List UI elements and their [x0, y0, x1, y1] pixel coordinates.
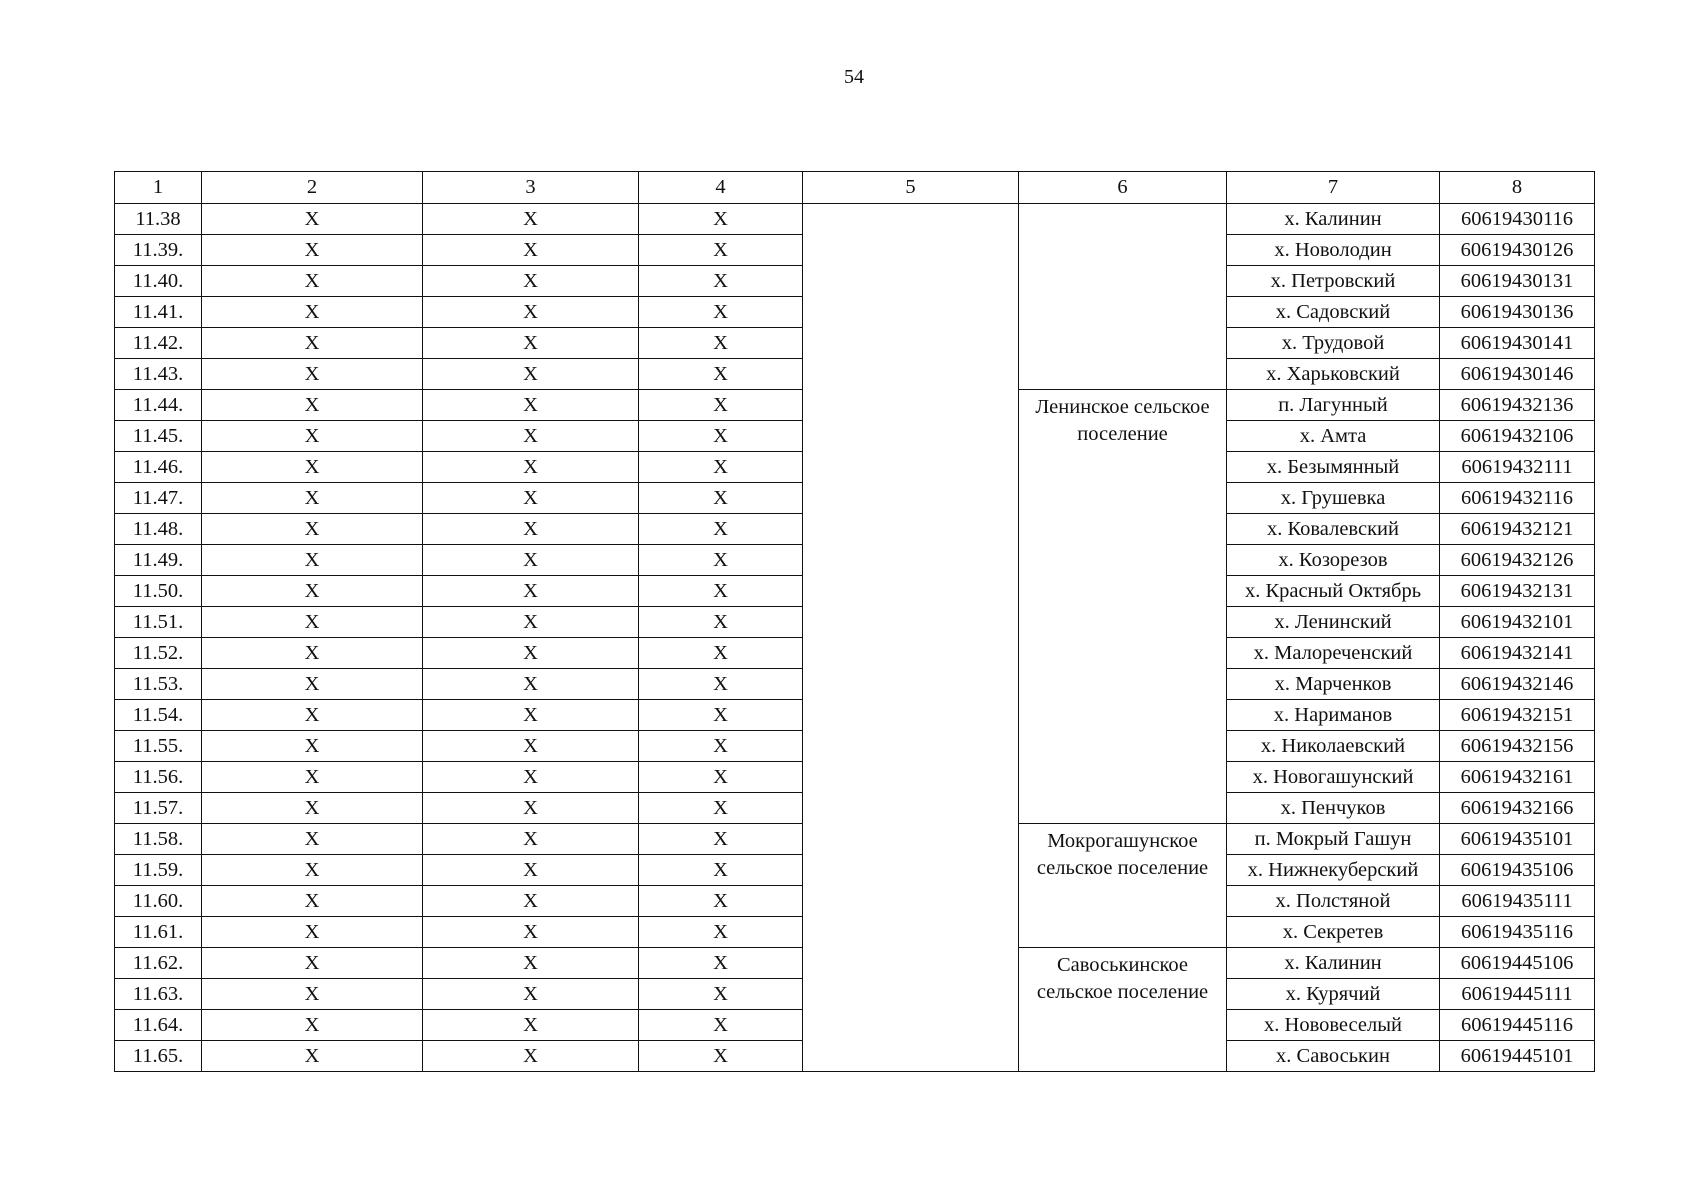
oktmo-code-cell: 60619430136 [1440, 297, 1595, 328]
cell-col-4: X [639, 328, 803, 359]
oktmo-code-cell: 60619445101 [1440, 1041, 1595, 1072]
cell-col-2: X [202, 917, 423, 948]
cell-col-3: X [423, 700, 639, 731]
column-header: 4 [639, 172, 803, 204]
cell-col-4: X [639, 824, 803, 855]
locality-cell: х. Грушевка [1227, 483, 1440, 514]
locality-cell: х. Полстяной [1227, 886, 1440, 917]
row-number-cell: 11.49. [115, 545, 202, 576]
row-number-cell: 11.47. [115, 483, 202, 514]
cell-col-3: X [423, 235, 639, 266]
oktmo-code-cell: 60619430146 [1440, 359, 1595, 390]
row-number-cell: 11.64. [115, 1010, 202, 1041]
row-number-cell: 11.61. [115, 917, 202, 948]
locality-cell: х. Секретев [1227, 917, 1440, 948]
cell-col-3: X [423, 948, 639, 979]
row-number-cell: 11.63. [115, 979, 202, 1010]
row-number-cell: 11.39. [115, 235, 202, 266]
cell-col-3: X [423, 514, 639, 545]
cell-col-3: X [423, 390, 639, 421]
cell-col-2: X [202, 607, 423, 638]
cell-col-3: X [423, 1041, 639, 1072]
row-number-cell: 11.38 [115, 204, 202, 235]
locality-cell: х. Малореченский [1227, 638, 1440, 669]
locality-cell: х. Новолодин [1227, 235, 1440, 266]
cell-col-2: X [202, 328, 423, 359]
cell-col-4: X [639, 204, 803, 235]
oktmo-code-cell: 60619432101 [1440, 607, 1595, 638]
cell-col-3: X [423, 328, 639, 359]
row-number-cell: 11.54. [115, 700, 202, 731]
oktmo-code-cell: 60619432161 [1440, 762, 1595, 793]
locality-cell: х. Садовский [1227, 297, 1440, 328]
cell-col-3: X [423, 204, 639, 235]
row-number-cell: 11.44. [115, 390, 202, 421]
cell-col-3: X [423, 669, 639, 700]
cell-col-2: X [202, 266, 423, 297]
oktmo-code-cell: 60619445111 [1440, 979, 1595, 1010]
cell-col-4: X [639, 731, 803, 762]
cell-col-2: X [202, 793, 423, 824]
settlement-cell: Мокрогашунское сельское поселение [1019, 824, 1227, 948]
cell-col-2: X [202, 700, 423, 731]
cell-col-4: X [639, 545, 803, 576]
header-row [115, 172, 1595, 204]
column-5-blank-cell [803, 204, 1019, 1072]
locality-cell: х. Марченков [1227, 669, 1440, 700]
row-number-cell: 11.43. [115, 359, 202, 390]
oktmo-code-cell: 60619432131 [1440, 576, 1595, 607]
cell-col-3: X [423, 297, 639, 328]
locality-cell: х. Новогашунский [1227, 762, 1440, 793]
cell-col-4: X [639, 390, 803, 421]
column-header: 8 [1440, 172, 1595, 204]
cell-col-3: X [423, 421, 639, 452]
oktmo-code-cell: 60619435101 [1440, 824, 1595, 855]
oktmo-code-cell: 60619432166 [1440, 793, 1595, 824]
settlement-cell: Ленинское сельское поселение [1019, 390, 1227, 824]
cell-col-2: X [202, 421, 423, 452]
cell-col-2: X [202, 452, 423, 483]
oktmo-code-cell: 60619432106 [1440, 421, 1595, 452]
cell-col-4: X [639, 638, 803, 669]
cell-col-4: X [639, 979, 803, 1010]
cell-col-2: X [202, 731, 423, 762]
cell-col-3: X [423, 886, 639, 917]
cell-col-3: X [423, 1010, 639, 1041]
column-header: 5 [803, 172, 1019, 204]
row-number-cell: 11.48. [115, 514, 202, 545]
oktmo-code-cell: 60619432156 [1440, 731, 1595, 762]
oktmo-code-cell: 60619435106 [1440, 855, 1595, 886]
cell-col-2: X [202, 235, 423, 266]
cell-col-2: X [202, 297, 423, 328]
cell-col-4: X [639, 700, 803, 731]
cell-col-3: X [423, 793, 639, 824]
locality-cell: х. Амта [1227, 421, 1440, 452]
locality-cell: х. Ковалевский [1227, 514, 1440, 545]
oktmo-code-cell: 60619432126 [1440, 545, 1595, 576]
locality-cell: х. Нововеселый [1227, 1010, 1440, 1041]
locality-cell: х. Ленинский [1227, 607, 1440, 638]
row-number-cell: 11.46. [115, 452, 202, 483]
cell-col-2: X [202, 762, 423, 793]
locality-cell: п. Мокрый Гашун [1227, 824, 1440, 855]
oktmo-code-cell: 60619445116 [1440, 1010, 1595, 1041]
cell-col-4: X [639, 948, 803, 979]
cell-col-3: X [423, 762, 639, 793]
locality-cell: х. Безымянный [1227, 452, 1440, 483]
row-number-cell: 11.59. [115, 855, 202, 886]
column-header: 2 [202, 172, 423, 204]
cell-col-2: X [202, 514, 423, 545]
locality-cell: х. Пенчуков [1227, 793, 1440, 824]
cell-col-4: X [639, 297, 803, 328]
oktmo-code-cell: 60619432141 [1440, 638, 1595, 669]
cell-col-2: X [202, 638, 423, 669]
cell-col-2: X [202, 204, 423, 235]
oktmo-code-cell: 60619432111 [1440, 452, 1595, 483]
column-header: 1 [115, 172, 202, 204]
row-number-cell: 11.57. [115, 793, 202, 824]
cell-col-3: X [423, 483, 639, 514]
locality-cell: х. Харьковский [1227, 359, 1440, 390]
cell-col-3: X [423, 607, 639, 638]
locality-cell: х. Нижнекуберский [1227, 855, 1440, 886]
cell-col-2: X [202, 824, 423, 855]
cell-col-3: X [423, 824, 639, 855]
row-number-cell: 11.50. [115, 576, 202, 607]
row-number-cell: 11.60. [115, 886, 202, 917]
settlement-cell: Савоськинское сельское поселение [1019, 948, 1227, 1072]
locality-cell: х. Нариманов [1227, 700, 1440, 731]
settlement-cell [1019, 204, 1227, 390]
cell-col-3: X [423, 731, 639, 762]
cell-col-2: X [202, 669, 423, 700]
cell-col-3: X [423, 545, 639, 576]
cell-col-3: X [423, 638, 639, 669]
row-number-cell: 11.41. [115, 297, 202, 328]
row-number-cell: 11.51. [115, 607, 202, 638]
cell-col-4: X [639, 1041, 803, 1072]
row-number-cell: 11.45. [115, 421, 202, 452]
cell-col-4: X [639, 886, 803, 917]
row-number-cell: 11.52. [115, 638, 202, 669]
cell-col-3: X [423, 359, 639, 390]
cell-col-3: X [423, 452, 639, 483]
column-header: 3 [423, 172, 639, 204]
locality-cell: х. Трудовой [1227, 328, 1440, 359]
cell-col-4: X [639, 514, 803, 545]
row-number-cell: 11.55. [115, 731, 202, 762]
cell-col-2: X [202, 855, 423, 886]
row-number-cell: 11.42. [115, 328, 202, 359]
page-number: 54 [844, 66, 864, 88]
row-number-cell: 11.65. [115, 1041, 202, 1072]
cell-col-2: X [202, 1010, 423, 1041]
oktmo-code-cell: 60619432136 [1440, 390, 1595, 421]
column-header: 6 [1019, 172, 1227, 204]
cell-col-2: X [202, 576, 423, 607]
cell-col-2: X [202, 545, 423, 576]
locality-cell: х. Красный Октябрь [1227, 576, 1440, 607]
locality-cell: х. Петровский [1227, 266, 1440, 297]
locality-cell: х. Калинин [1227, 204, 1440, 235]
cell-col-4: X [639, 359, 803, 390]
locality-cell: п. Лагунный [1227, 390, 1440, 421]
oktmo-code-cell: 60619430126 [1440, 235, 1595, 266]
oktmo-code-cell: 60619445106 [1440, 948, 1595, 979]
oktmo-code-cell: 60619435111 [1440, 886, 1595, 917]
oktmo-code-cell: 60619432121 [1440, 514, 1595, 545]
cell-col-3: X [423, 266, 639, 297]
row-number-cell: 11.53. [115, 669, 202, 700]
locality-cell: х. Николаевский [1227, 731, 1440, 762]
cell-col-4: X [639, 576, 803, 607]
cell-col-4: X [639, 483, 803, 514]
cell-col-2: X [202, 359, 423, 390]
cell-col-4: X [639, 452, 803, 483]
table-body [115, 172, 1595, 1072]
cell-col-3: X [423, 917, 639, 948]
oktmo-code-cell: 60619432151 [1440, 700, 1595, 731]
cell-col-3: X [423, 576, 639, 607]
oktmo-code-cell: 60619432116 [1440, 483, 1595, 514]
cell-col-4: X [639, 669, 803, 700]
cell-col-4: X [639, 793, 803, 824]
cell-col-2: X [202, 948, 423, 979]
cell-col-3: X [423, 979, 639, 1010]
settlements-table [114, 171, 1595, 1072]
locality-cell: х. Калинин [1227, 948, 1440, 979]
row-number-cell: 11.62. [115, 948, 202, 979]
oktmo-code-cell: 60619432146 [1440, 669, 1595, 700]
oktmo-code-cell: 60619435116 [1440, 917, 1595, 948]
locality-cell: х. Савоськин [1227, 1041, 1440, 1072]
row-number-cell: 11.56. [115, 762, 202, 793]
cell-col-4: X [639, 855, 803, 886]
cell-col-2: X [202, 390, 423, 421]
cell-col-4: X [639, 762, 803, 793]
cell-col-2: X [202, 1041, 423, 1072]
locality-cell: х. Козорезов [1227, 545, 1440, 576]
cell-col-2: X [202, 886, 423, 917]
cell-col-4: X [639, 1010, 803, 1041]
table-row [115, 204, 1595, 235]
cell-col-4: X [639, 917, 803, 948]
column-header: 7 [1227, 172, 1440, 204]
cell-col-3: X [423, 855, 639, 886]
row-number-cell: 11.58. [115, 824, 202, 855]
cell-col-4: X [639, 607, 803, 638]
cell-col-2: X [202, 483, 423, 514]
cell-col-4: X [639, 266, 803, 297]
cell-col-2: X [202, 979, 423, 1010]
cell-col-4: X [639, 421, 803, 452]
row-number-cell: 11.40. [115, 266, 202, 297]
locality-cell: х. Курячий [1227, 979, 1440, 1010]
cell-col-4: X [639, 235, 803, 266]
oktmo-code-cell: 60619430131 [1440, 266, 1595, 297]
oktmo-code-cell: 60619430116 [1440, 204, 1595, 235]
oktmo-code-cell: 60619430141 [1440, 328, 1595, 359]
